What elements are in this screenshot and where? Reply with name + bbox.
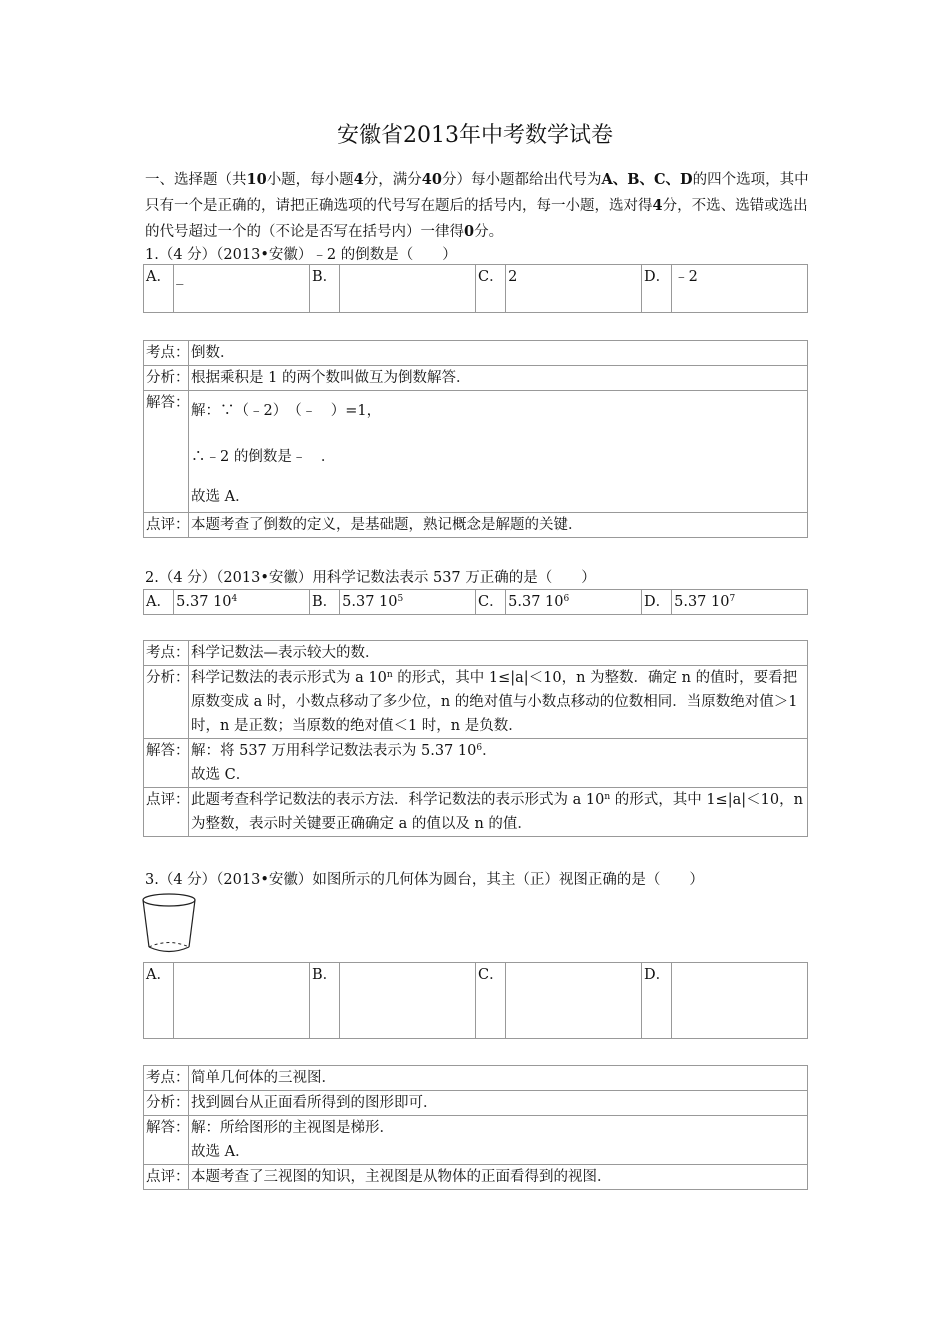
option-value: 5.37 $10^6$ (506, 590, 642, 615)
option-value: 5.37 $10^5$ (340, 590, 476, 615)
option-value: 5.37 $10^7$ (672, 590, 808, 615)
option-label: C． (475, 265, 505, 313)
jieda-text (189, 1116, 808, 1165)
fenxi-key: 分析： (144, 366, 189, 391)
dianping-key: 点评： (144, 1165, 189, 1190)
jieda-text (189, 391, 808, 513)
option-value: _ (174, 265, 310, 313)
option-label: C． (475, 590, 505, 615)
jieda-key: 解答： (144, 1116, 189, 1165)
frustum-figure (140, 890, 200, 956)
option-figure (506, 963, 642, 1039)
question-3-stem: 3.（4 分）（2013•安徽）如图所示的几何体为圆台，其主（正）视图正确的是（ ） (145, 872, 704, 888)
kaodian-key: 考点： (144, 341, 189, 366)
option-label: D． (641, 590, 671, 615)
option-value: 5.37 $10^4$ (174, 590, 310, 615)
jieda-line: 解：所给图形的主视图是梯形． (191, 1120, 394, 1136)
kaodian-text: 科学记数法—表示较大的数． (189, 641, 808, 666)
question-2-stem: 2.（4 分）（2013•安徽）用科学记数法表示 537 万正确的是（ ） (145, 570, 596, 586)
option-label: A． (144, 590, 174, 615)
jieda-line: 解：将 537 万用科学记数法表示为 5.37 $10^6$． (191, 743, 497, 759)
kaodian-text: 倒数． (189, 341, 808, 366)
option-value: ﹣2 (672, 265, 808, 313)
option-label: C． (475, 963, 505, 1039)
dianping-text: 此题考查科学记数法的表示方法．科学记数法的表示形式为 a 10$^n$ 的形式，其中 1≤|a|＜10，n 为整数，表示时关键要正确确定 a 的值以及 n 的值． (189, 788, 808, 837)
section-instructions: 一、选择题（共10小题，每小题4分，满分40分）每小题都给出代号为A、B、C、D的四个选项，其中只有一个是正确的，请把正确选项的代号写在题后的括号内，每一小题，选对得4分，不选、选错或选出的代号超过一个的（不论是否写在括号内）一律得0分。 (145, 171, 809, 240)
question-1-analysis (143, 340, 808, 538)
option-figure (340, 963, 476, 1039)
option-value (340, 265, 476, 313)
question-2-options (143, 589, 808, 615)
option-label: A． (144, 963, 174, 1039)
kaodian-key: 考点： (144, 1066, 189, 1091)
option-label: A． (144, 265, 174, 313)
jieda-line: 故选 A． (191, 489, 250, 505)
option-label: D． (641, 265, 671, 313)
question-3-analysis (143, 1065, 808, 1190)
question-3-options (143, 962, 808, 1039)
option-label: B． (309, 265, 339, 313)
fenxi-text: 科学记数法的表示形式为 a 10$^n$ 的形式，其中 1≤|a|＜10，n 为整数．确定 n 的值时，要看把原数变成 a 时，小数点移动了多少位，n 的绝对值与小数点移动的位数相同．当原数绝对值＞1 时，n 是正数；当原数的绝对值＜1 时，n 是负数． (189, 666, 808, 739)
option-label: B． (309, 963, 339, 1039)
fenxi-text: 找到圆台从正面看所得到的图形即可． (189, 1091, 808, 1116)
kaodian-text: 简单几何体的三视图． (189, 1066, 808, 1091)
jieda-key: 解答： (144, 391, 189, 513)
kaodian-key: 考点： (144, 641, 189, 666)
fenxi-key: 分析： (144, 666, 189, 739)
question-1-stem: 1.（4 分）（2013•安徽）﹣2 的倒数是（ ） (145, 247, 457, 263)
dianping-text: 本题考查了倒数的定义，是基础题，熟记概念是解题的关键． (189, 513, 808, 538)
jieda-line: 故选 A． (191, 1144, 250, 1160)
option-label: D． (641, 963, 671, 1039)
jieda-line: ∴﹣2 的倒数是﹣ ． (191, 449, 336, 465)
option-label: B． (309, 590, 339, 615)
question-1-options (143, 264, 808, 313)
jieda-text (189, 739, 808, 788)
dianping-text: 本题考查了三视图的知识，主视图是从物体的正面看得到的视图． (189, 1165, 808, 1190)
dianping-key: 点评： (144, 513, 189, 538)
dianping-key: 点评： (144, 788, 189, 837)
option-figure (672, 963, 808, 1039)
jieda-key: 解答： (144, 739, 189, 788)
option-figure (174, 963, 310, 1039)
jieda-line: 故选 C． (191, 767, 251, 783)
fenxi-key: 分析： (144, 1091, 189, 1116)
option-value: 2 (506, 265, 642, 313)
fenxi-text: 根据乘积是 1 的两个数叫做互为倒数解答． (189, 366, 808, 391)
jieda-line: 解：∵（﹣2） （﹣ ）=1， (191, 403, 382, 419)
page-title: 安徽省2013年中考数学试卷 (337, 123, 613, 148)
question-2-analysis (143, 640, 808, 837)
